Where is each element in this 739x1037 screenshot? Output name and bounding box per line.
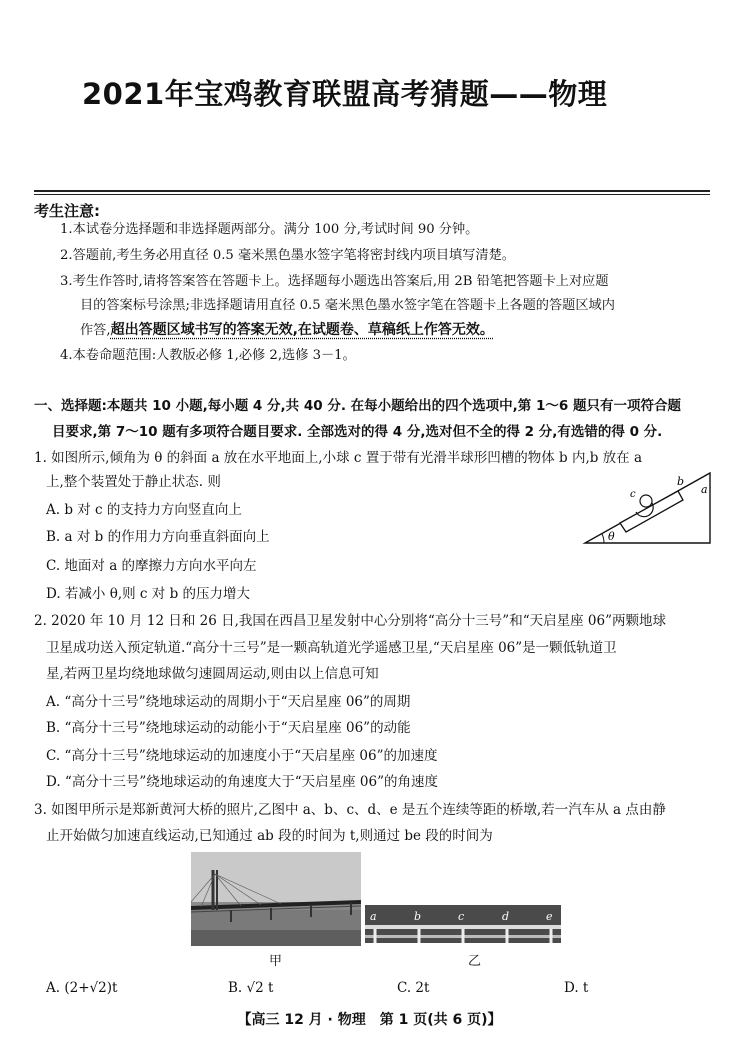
notice-item-2: 2.答题前,考生务必用直径 0.5 毫米黑色墨水签字笔将密封线内项目填写清楚。 xyxy=(60,248,515,263)
caption-right: 乙 xyxy=(468,954,482,969)
caption-left: 甲 xyxy=(269,954,283,969)
label-theta: θ xyxy=(608,530,615,543)
label-a: a xyxy=(701,483,708,496)
bridge-photo xyxy=(191,852,361,946)
pier-label-c: c xyxy=(458,910,465,923)
question-3-option-b: B. √2 t xyxy=(228,980,274,996)
question-2-stem: 2. 2020 年 10 月 12 日和 26 日,我国在西昌卫星发射中心分别将“高分十三号”和“天启星座 06”两颗地球 xyxy=(34,613,666,629)
page-title: 2021年宝鸡教育联盟高考猜题——物理 xyxy=(82,77,608,111)
notice-item-4: 4.本卷命题范围:人教版必修 1,必修 2,选修 3－1。 xyxy=(60,348,356,363)
question-1-option-c: C. 地面对 a 的摩擦力方向水平向左 xyxy=(46,558,257,574)
question-1-option-a: A. b 对 c 的支持力方向竖直向上 xyxy=(46,502,242,518)
question-2-option-a: A. “高分十三号”绕地球运动的周期小于“天启星座 06”的周期 xyxy=(46,694,411,710)
pier-label-e: e xyxy=(546,910,553,923)
ball-c xyxy=(640,495,652,507)
question-3-option-c: C. 2t xyxy=(397,980,430,996)
question-1-option-d: D. 若减小 θ,则 c 对 b 的压力增大 xyxy=(46,586,251,602)
notice-warning: 超出答题区域书写的答案无效,在试题卷、草稿纸上作答无效。 xyxy=(110,322,494,338)
divider xyxy=(34,190,710,192)
notice-item-1: 1.本试卷分选择题和非选择题两部分。满分 100 分,考试时间 90 分钟。 xyxy=(60,222,479,237)
pier-label-d: d xyxy=(502,910,510,923)
notice-item-3-cont: 目的答案标号涂黑;非选择题请用直径 0.5 毫米黑色墨水签字笔在答题卡上各题的答题区域内 xyxy=(80,298,615,313)
notice-item-3: 3.考生作答时,请将答案答在答题卡上。选择题每小题选出答案后,用 2B 铅笔把答题卡上对应题 xyxy=(60,274,609,289)
section-heading: 一、选择题:本题共 10 小题,每小题 4 分,共 40 分. 在每小题给出的四个选项中,第 1～6 题只有一项符合题 xyxy=(34,398,681,414)
page-footer: 【高三 12 月 · 物理 第 1 页(共 6 页)】 xyxy=(237,1012,502,1028)
question-2-stem-cont: 卫星成功送入预定轨道.“高分十三号”是一颗高轨道光学遥感卫星,“天启星座 06”是一颗低轨道卫 xyxy=(46,640,617,656)
question-2-stem-end: 星,若两卫星均绕地球做匀速圆周运动,则由以上信息可知 xyxy=(46,666,379,682)
pier-label-a: a xyxy=(370,910,377,923)
question-2-option-d: D. “高分十三号”绕地球运动的角速度大于“天启星座 06”的角速度 xyxy=(46,774,439,790)
question-1-stem: 1. 如图所示,倾角为 θ 的斜面 a 放在水平地面上,小球 c 置于带有光滑半球形凹槽的物体 b 内,b 放在 a xyxy=(34,450,643,466)
question-2-option-b: B. “高分十三号”绕地球运动的动能小于“天启星座 06”的动能 xyxy=(46,720,411,736)
divider xyxy=(34,194,710,195)
question-3-stem: 3. 如图甲所示是郑新黄河大桥的照片,乙图中 a、b、c、d、e 是五个连续等距的桥墩,若一汽车从 a 点由静 xyxy=(34,802,666,818)
label-c: c xyxy=(630,489,636,500)
question-2-option-c: C. “高分十三号”绕地球运动的加速度小于“天启星座 06”的加速度 xyxy=(46,748,438,764)
notice-item-3-tail: 作答, xyxy=(80,323,111,338)
question-3-option-a: A. (2+√2)t xyxy=(46,980,118,996)
pier-label-b: b xyxy=(414,910,422,923)
piers-diagram xyxy=(365,905,561,943)
question-3-stem-cont: 止开始做匀加速直线运动,已知通过 ab 段的时间为 t,则通过 be 段的时间为 xyxy=(46,828,493,844)
question-3-option-d: D. t xyxy=(564,980,589,996)
question-1-option-b: B. a 对 b 的作用力方向垂直斜面向上 xyxy=(46,529,270,545)
label-b: b xyxy=(677,475,685,488)
notice-item-3-end xyxy=(80,320,494,341)
question-1-stem-cont: 上,整个装置处于静止状态. 则 xyxy=(46,474,221,490)
incline-figure xyxy=(580,465,715,547)
section-heading-cont: 目要求,第 7～10 题有多项符合题目要求. 全部选对的得 4 分,选对但不全的得 2 分,有选错的得 0 分. xyxy=(52,424,663,440)
notice-heading: 考生注意: xyxy=(34,202,100,220)
